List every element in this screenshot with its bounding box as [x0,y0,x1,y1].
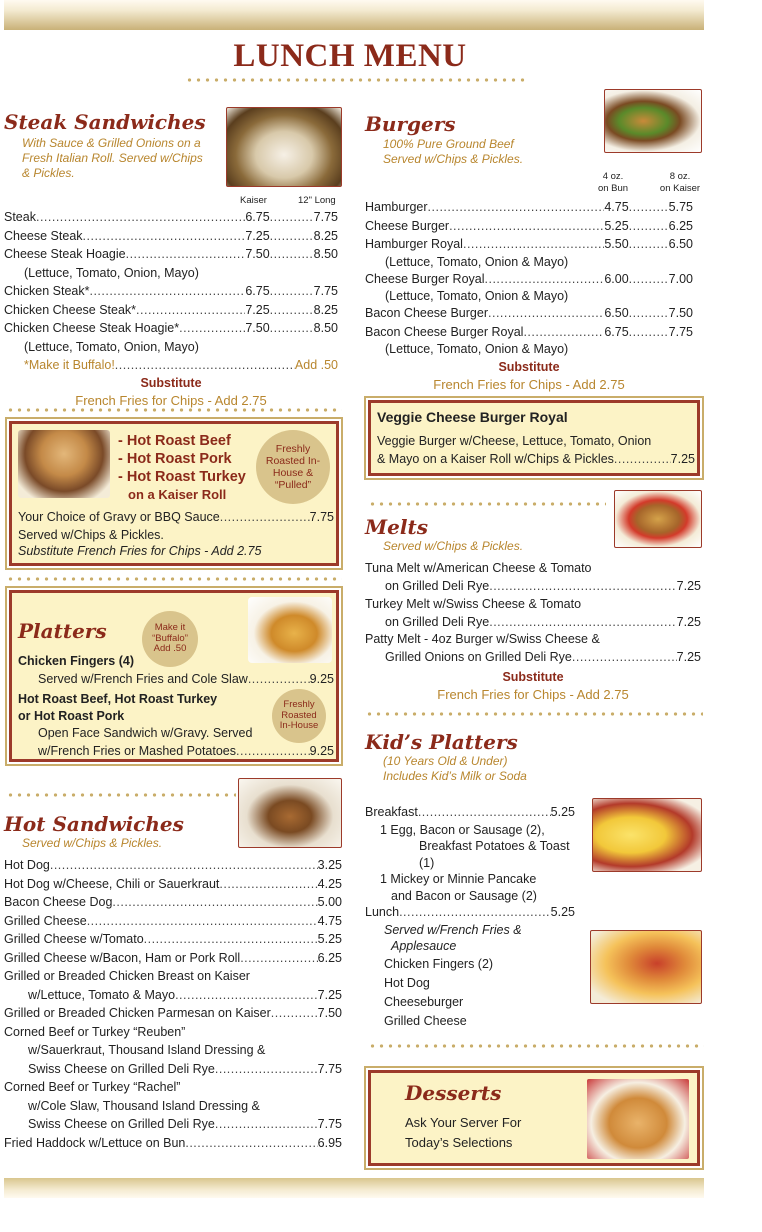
hot-roast-box [9,421,339,566]
kids-breakfast [365,803,575,904]
veggie-desc-line: Veggie Burger w/Cheese, Lettuce, Tomato, Onion [377,434,652,448]
hot-sandwiches-heading: Hot Sandwiches [4,812,184,836]
platter-item-name: Hot Roast Beef, Hot Roast Turkey [18,691,218,706]
menu-item: on Grilled Deli Rye ..... 7.25 [365,577,701,596]
steak-col-kaiser: Kaiser [240,195,267,206]
menu-item: Cheese Burger ..... 5.25 ..... 6.25 [365,217,693,236]
hot-roast-list [118,432,246,504]
desserts-line: Ask Your Server For [405,1115,522,1130]
kids-item-desc: Served w/French Fries & [384,922,522,937]
menu-item: Bacon Cheese Burger ..... 6.50 ..... 7.50 [365,304,693,323]
menu-item: Cheese Burger Royal ..... 6.00 ..... 7.00 [365,270,693,289]
menu-item: Corned Beef or Turkey “Reuben” [4,1024,186,1039]
kids-item-desc: and Bacon or Sausage (2) [391,888,537,903]
col-label: on Kaiser [659,183,701,194]
burger-photo [604,89,702,153]
kids-lunch [365,903,575,1031]
col-label: 4 oz. [602,171,624,182]
freshly-roasted-badge: Freshly Roasted In-House [272,689,326,743]
veggie-box [368,400,700,476]
col-label: 8 oz. [669,171,691,182]
platter-item-desc: Open Face Sandwich w/Gravy. Served [38,725,253,740]
menu-item: Grilled Cheese w/Bacon, Ham or Pork Roll ..... 6.25 [4,949,342,968]
menu-item: Bacon Cheese Burger Royal ..... 6.75 ..... 7.75 [365,323,693,342]
menu-item-note: (Lettuce, Tomato, Onion, Mayo) [24,339,199,354]
melts-header [365,515,605,554]
steak-desc-line: Fresh Italian Roll. Served w/Chips [22,151,203,165]
burgers-substitute-text: French Fries for Chips - Add 2.75 [433,377,625,392]
menu-item: Bacon Cheese Dog ..... 5.00 [4,893,342,912]
top-gradient-band [4,0,704,30]
platter-items [18,653,334,760]
steak-desc-line: & Pickles. [22,166,75,180]
menu-item: w/Lettuce, Tomato & Mayo ..... 7.25 [4,986,342,1005]
roast-item: - Hot Roast Turkey [118,469,246,485]
breakfast-photo [592,798,702,872]
roast-price-row: Your Choice of Gravy or BBQ Sauce ..... 7.75 [18,508,334,527]
pie-photo [587,1079,689,1159]
steak-substitute-label: Substitute [140,375,202,390]
roast-roll: on a Kaiser Roll [128,487,227,502]
roast-details [18,508,334,559]
menu-item: Fried Haddock w/Lettuce on Bun ..... 6.95 [4,1134,342,1153]
kids-header [365,730,605,784]
steak-substitute-text: French Fries for Chips - Add 2.75 [75,392,267,408]
burgers-substitute-label: Substitute [498,360,560,374]
melts-substitute-text: French Fries for Chips - Add 2.75 [437,686,629,702]
platter-item-row: Served w/French Fries and Cole Slaw ..... 9.25 [18,670,334,689]
steak-heading: Steak Sandwiches [4,110,206,134]
menu-item: Chicken Steak* ..... 6.75 ..... 7.75 [4,282,338,301]
burgers-desc-line: 100% Pure Ground Beef [383,137,514,151]
desserts-heading: Desserts [405,1081,502,1105]
menu-item: Cheese Steak Hoagie ..... 7.50 ..... 8.50 [4,245,338,264]
kids-breakfast-row: Breakfast ..... 5.25 [365,803,575,822]
menu-item: Cheese Steak ..... 7.25 ..... 8.25 [4,227,338,246]
menu-item: Turkey Melt w/Swiss Cheese & Tomato [365,596,582,611]
menu-item: Grilled Onions on Grilled Deli Rye ..... 7.25 [365,648,701,667]
kids-description [365,754,605,784]
hot-sandwich-items [4,856,342,1152]
melts-desc: Served w/Chips & Pickles. [383,539,524,553]
menu-item-note: (Lettuce, Tomato, Onion & Mayo) [385,254,569,269]
burgers-desc-line: Served w/Chips & Pickles. [383,152,524,166]
divider [365,711,703,717]
burgers-description [365,137,595,167]
hot-sandwich-photo [238,778,342,848]
kids-item-desc: Breakfast Potatoes & Toast (1) [419,839,570,870]
steak-sandwich-photo [226,107,342,187]
roast-item: - Hot Roast Beef [118,433,231,449]
divider [6,407,342,413]
menu-item-desc: w/Sauerkraut, Thousand Island Dressing & [28,1043,266,1057]
steak-items [4,208,338,409]
menu-item: Swiss Cheese on Grilled Deli Rye ..... 7.75 [4,1060,342,1079]
menu-item-desc: w/Cole Slaw, Thousand Island Dressing & [28,1098,260,1113]
menu-item-note: (Lettuce, Tomato, Onion, Mayo) [24,265,199,280]
kids-item-desc: Applesauce [391,939,457,953]
divider [6,792,236,798]
kids-item: Grilled Cheese [384,1013,467,1028]
burger-items [365,198,693,393]
veggie-title: Veggie Cheese Burger Royal [377,409,568,425]
menu-item: Tuna Melt w/American Cheese & Tomato [365,561,592,575]
menu-item: Chicken Cheese Steak Hoagie* ..... 7.50 ..... 8.50 [4,319,338,338]
steak-col-long: 12" Long [298,195,336,206]
platters-box [9,590,339,762]
kids-heading: Kid’s Platters [365,730,518,754]
kids-item-desc: 1 Egg, Bacon or Sausage (2), [380,822,545,837]
menu-item: Hamburger ..... 4.75 ..... 5.75 [365,198,693,217]
menu-item: on Grilled Deli Rye ..... 7.25 [365,613,701,632]
platter-item-name: Chicken Fingers (4) [18,654,134,668]
menu-item: Corned Beef or Turkey “Rachel” [4,1080,181,1094]
menu-item: Hot Dog ..... 3.25 [4,856,342,875]
menu-item: Grilled Cheese w/Tomato ..... 5.25 [4,930,342,949]
menu-item: Grilled Cheese ..... 4.75 [4,912,342,931]
melt-items [365,560,701,703]
menu-item: Chicken Cheese Steak* ..... 7.25 ..... 8.25 [4,301,338,320]
kids-item: Cheeseburger [384,994,464,1009]
melts-heading: Melts [365,515,428,539]
desserts-text [405,1113,521,1153]
menu-item: Hamburger Royal ..... 5.50 ..... 6.50 [365,235,693,254]
melts-substitute-label: Substitute [502,669,564,684]
divider [368,1043,704,1049]
divider [368,501,606,507]
col-label: on Bun [597,183,629,194]
menu-item-note: (Lettuce, Tomato, Onion & Mayo) [385,289,569,303]
menu-item-note: (Lettuce, Tomato, Onion & Mayo) [385,342,569,356]
burgers-header [365,112,595,167]
veggie-desc [377,433,695,469]
menu-item: Hot Dog w/Cheese, Chili or Sauerkraut ..... 4.25 [4,875,342,894]
kids-desc-line: Includes Kid’s Milk or Soda [383,769,527,783]
kids-item: Chicken Fingers (2) [384,956,494,971]
bottom-gradient-band [4,1178,704,1198]
roast-served: Served w/Chips & Pickles. [18,527,164,542]
hot-sandwiches-header [4,812,234,851]
platter-item-name: or Hot Roast Pork [18,708,125,723]
desserts-box [368,1070,700,1166]
burger-col-4oz [592,171,634,195]
kids-lunch-row: Lunch ..... 5.25 [365,903,575,922]
menu-item: Grilled or Breaded Chicken Breast on Kaiser [4,969,250,983]
hot-dog-photo [590,930,702,1004]
burger-col-8oz [656,171,704,195]
buffalo-option: *Make it Buffalo! ..... Add .50 [4,356,338,375]
platter-item-row: w/French Fries or Mashed Potatoes ..... 9.25 [18,742,334,761]
page-title: LUNCH MENU [233,38,467,74]
roast-item: - Hot Roast Pork [118,451,232,467]
melt-photo [614,490,702,548]
steak-desc-line: With Sauce & Grilled Onions on a [22,136,201,150]
roast-substitute: Substitute French Fries for Chips - Add 2.75 [18,543,262,558]
freshly-roasted-badge: Freshly Roasted In-House & “Pulled” [256,430,330,504]
platters-heading: Platters [18,619,107,643]
desserts-line: Today’s Selections [405,1135,513,1150]
menu-item: Patty Melt - 4oz Burger w/Swiss Cheese & [365,632,600,646]
menu-item: Grilled or Breaded Chicken Parmesan on Kaiser ..... 7.50 [4,1004,342,1023]
roast-sandwich-photo [18,430,110,498]
kids-item: Hot Dog [384,975,430,990]
hot-sandwiches-desc: Served w/Chips & Pickles. [22,836,163,850]
kids-item-desc: 1 Mickey or Minnie Pancake [380,872,537,886]
buffalo-badge: Make it “Buffalo” Add .50 [142,611,198,667]
menu-item: Swiss Cheese on Grilled Deli Rye ..... 7.75 [4,1115,342,1134]
kids-desc-line: (10 Years Old & Under) [383,754,508,768]
burgers-heading: Burgers [365,112,456,136]
title-divider [185,77,525,83]
divider [6,576,342,582]
menu-item: Steak ..... 6.75 ..... 7.75 [4,208,338,227]
veggie-price-row: & Mayo on a Kaiser Roll w/Chips & Pickles ..... 7.25 [377,450,695,469]
